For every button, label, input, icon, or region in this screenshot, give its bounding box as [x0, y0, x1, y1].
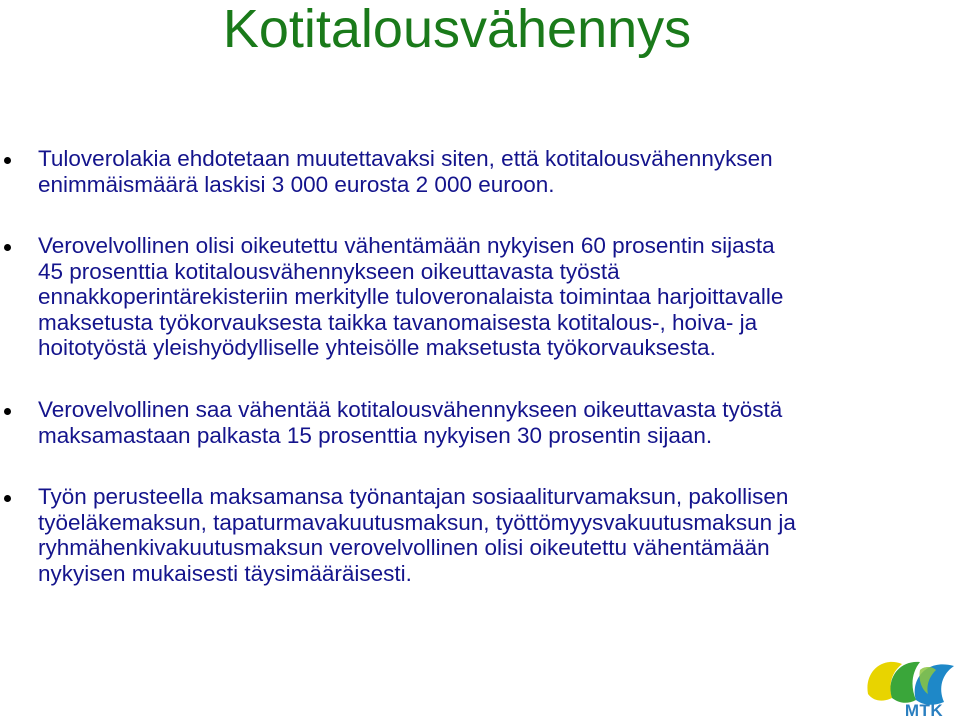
bullet-dot-icon: [4, 408, 11, 415]
bullet-text: Tuloverolakia ehdotetaan muutettavaksi siten, että kotitalousvähennyksen enimmäismäärä laskisi 3 000 eurosta 2 000 euroon.: [38, 146, 773, 197]
bullet-dot-icon: [4, 244, 11, 251]
bullet-dot-icon: [4, 495, 11, 502]
bullet-text: Työn perusteella maksamansa työnantajan sosiaaliturvamaksun, pakollisen työeläkemaksun, tapaturmavakuutusmaksun, työttömyysvakuutusmaksun ja ryhmähenkivakuutusmaksun verovelvollinen olisi oikeutettu vähentämään nykyisen mukaisesti täysimääräisesti.: [38, 484, 796, 586]
bullet-text: Verovelvollinen olisi oikeutettu vähentämään nykyisen 60 prosentin sijasta 45 prosenttia kotitalousvähennykseen oikeuttavasta työstä ennakkoperintärekisteriin merkitylle tuloveronalaista toimintaa harjoittavalle maksetusta työkorvauksesta taikka tavanomaisesta kotitalous-, hoiva- ja hoitotyöstä yleishyödylliselle yhteisölle maksetusta työkorvauksesta.: [38, 233, 784, 361]
bullet-text: Verovelvollinen saa vähentää kotitalousvähennykseen oikeuttavasta työstä maksamastaan palkasta 15 prosenttia nykyisen 30 prosentin sijaan.: [38, 397, 783, 448]
slide-title: Kotitalousvähennys: [222, 0, 692, 59]
logo-text: MTK: [904, 701, 944, 720]
bullet-dot-icon: [4, 157, 11, 164]
